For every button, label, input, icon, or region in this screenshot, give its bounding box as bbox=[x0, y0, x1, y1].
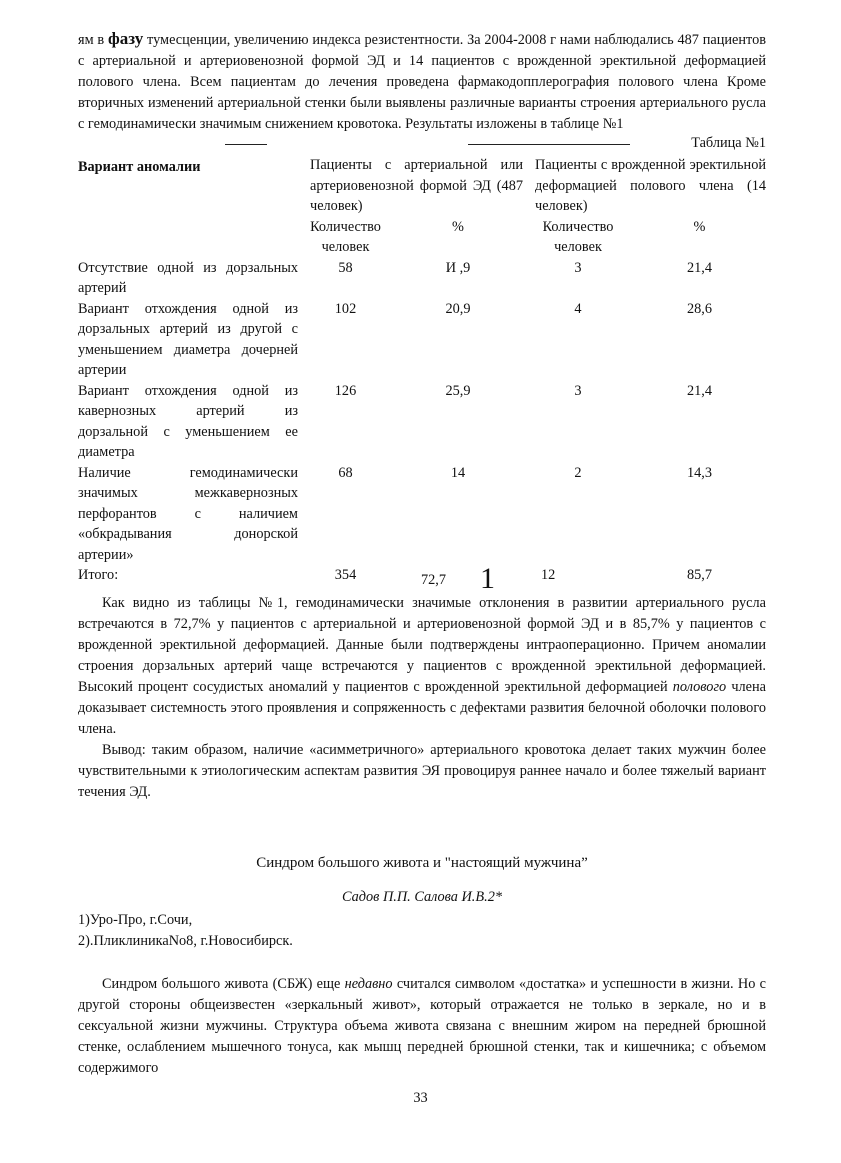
row-pct-ed: 14 bbox=[450, 464, 466, 481]
row-count-congenital: 3 bbox=[574, 382, 582, 399]
row-pct-congenital: 21,4 bbox=[686, 382, 713, 399]
row-pct-congenital: 28,6 bbox=[686, 300, 713, 317]
row-count-ed: 58 bbox=[338, 259, 353, 276]
row-name: Вариант отхождения одной из кавернозных артерий из дорзальной с уменьшением ее диаметра bbox=[78, 382, 298, 460]
table-row bbox=[78, 381, 766, 463]
subheader-count-1: Количество человек bbox=[310, 218, 381, 255]
table-row bbox=[78, 258, 766, 299]
total-pct-ed-cell bbox=[393, 562, 523, 595]
header-group-congenital: Пациенты с врожденной эректильной деформацией полового члена (14 человек) bbox=[535, 157, 767, 214]
body-italic: недавно bbox=[344, 975, 393, 992]
row-name: Вариант отхождения одной из дорзальных артерий из другой с уменьшением диаметра дочерней артерии bbox=[78, 300, 298, 378]
conclusion-paragraph: Вывод: таким образом, наличие «асимметричного» артериального кровотока делает таких мужчин более чувствительными к этиологическим аспектам развития ЭЯ провоцируя раннее начало и более тяжелый вариант течения ЭД. bbox=[78, 741, 766, 800]
table-row bbox=[78, 299, 766, 381]
anomaly-table bbox=[78, 155, 767, 595]
intro-bold-word: фазу bbox=[107, 29, 144, 48]
header-group-ed: Пациенты с артериальной или артериовенозной формой ЭД (487 человек) bbox=[310, 157, 523, 214]
intro-text: тумесценции, увеличению индекса резистентности. За 2004-2008 г нами наблюдались 487 пациентов с артериальной и артериовенозной формой ЭД и 14 пациентов с врожденной эректильной деформацией полового члена. Всем пациентам до лечения проведена фармакодопплерография полового члена Кроме вторичных изменений артериальной стенки были выявлены различные варианты строения артериального русла с гемодинамически значимым снижением кровотока. Результаты изложены в таблице №1 bbox=[78, 32, 766, 132]
row-pct-congenital: 21,4 bbox=[686, 259, 713, 276]
subheader-pct-2: % bbox=[693, 218, 706, 235]
row-pct-congenital: 14,3 bbox=[686, 464, 713, 481]
total-count-congenital: 12 bbox=[541, 567, 556, 583]
total-pct-congenital: 85,7 bbox=[686, 567, 713, 583]
header-variant: Вариант аномалии bbox=[78, 159, 201, 175]
row-pct-ed: И ,9 bbox=[445, 259, 471, 276]
subheader-count-2: Количество человек bbox=[542, 218, 614, 255]
affiliation-2: 2).ПликлиникаNo8, г.Новосибирск. bbox=[78, 932, 293, 949]
page-content bbox=[78, 28, 766, 1079]
results-text-end: члена доказывает системность этого проявления и сопряженность с дефектами развития белочной оболочки полового члена. bbox=[78, 678, 767, 737]
row-count-ed: 102 bbox=[334, 300, 357, 317]
table-rule-left bbox=[225, 144, 267, 145]
affiliation-1: 1)Уро-Про, г.Сочи, bbox=[78, 911, 193, 928]
results-paragraph bbox=[78, 593, 766, 740]
table-caption-row bbox=[78, 135, 766, 155]
row-pct-ed: 25,9 bbox=[445, 382, 471, 399]
body-text: Синдром большого живота (СБЖ) еще bbox=[102, 975, 345, 992]
results-text: Как видно из таблицы №1, гемодинамически значимые отклонения в развитии артериального русла встречаются в 72,7% у пациентов с артериальной и артериовенозной формой ЭД и в 85,7% у пациентов с врожденной эректильной деформацией. Данные были подтверждены интраоперационно. Причем аномалии строения дорзальных артерий чаще встречаются у пациентов с врожденной эректильной деформацией. Высокий процент сосудистых аномалий у пациентов с врожденной эректильной деформацией bbox=[78, 594, 766, 695]
intro-start: ям в bbox=[78, 32, 108, 48]
row-count-ed: 68 bbox=[338, 464, 353, 481]
total-label: Итого: bbox=[78, 567, 119, 583]
row-pct-ed: 20,9 bbox=[445, 300, 471, 317]
table-total-row bbox=[78, 565, 766, 591]
row-count-congenital: 4 bbox=[574, 300, 582, 317]
total-count-ed: 354 bbox=[334, 567, 357, 583]
article-title: Синдром большого живота и "настоящий мужчина” bbox=[256, 854, 588, 871]
subheader-pct-1: % bbox=[452, 218, 464, 235]
row-name: Отсутствие одной из дорзальных артерий bbox=[78, 259, 298, 296]
intro-paragraph bbox=[78, 28, 766, 135]
article-body bbox=[78, 974, 766, 1079]
total-mark: 1 bbox=[480, 562, 496, 595]
page-number: 33 bbox=[413, 1090, 428, 1106]
body-text-end: считался символом «достатка» и успешности в жизни. Но с другой стороны общеизвестен «зеркальный живот», который отражается не только в зеркале, но и в сексуальной жизни мужчины. Структура объема живота связана с внешним жиром на передней брюшной стенке, ослаблением мышечного тонуса, как мышц передней брюшной стенки, так и кишечника; с объемом содержимого bbox=[78, 975, 766, 1076]
row-count-congenital: 2 bbox=[574, 464, 582, 481]
table-caption: Таблица №1 bbox=[691, 135, 766, 151]
table-rule-right bbox=[468, 144, 630, 145]
table-row bbox=[78, 463, 766, 566]
total-pct-ed: 72,7 bbox=[420, 572, 447, 588]
row-count-ed: 126 bbox=[334, 382, 357, 399]
row-count-congenital: 3 bbox=[574, 259, 582, 276]
header-empty bbox=[78, 217, 298, 258]
results-italic: полового bbox=[672, 678, 727, 695]
article-authors: Садов П.П. Салова И.В.2* bbox=[342, 888, 502, 905]
row-name: Наличие гемодинамически значимых межкавернозных перфорантов с наличием «обкрадывания донорской артерии» bbox=[78, 464, 298, 563]
